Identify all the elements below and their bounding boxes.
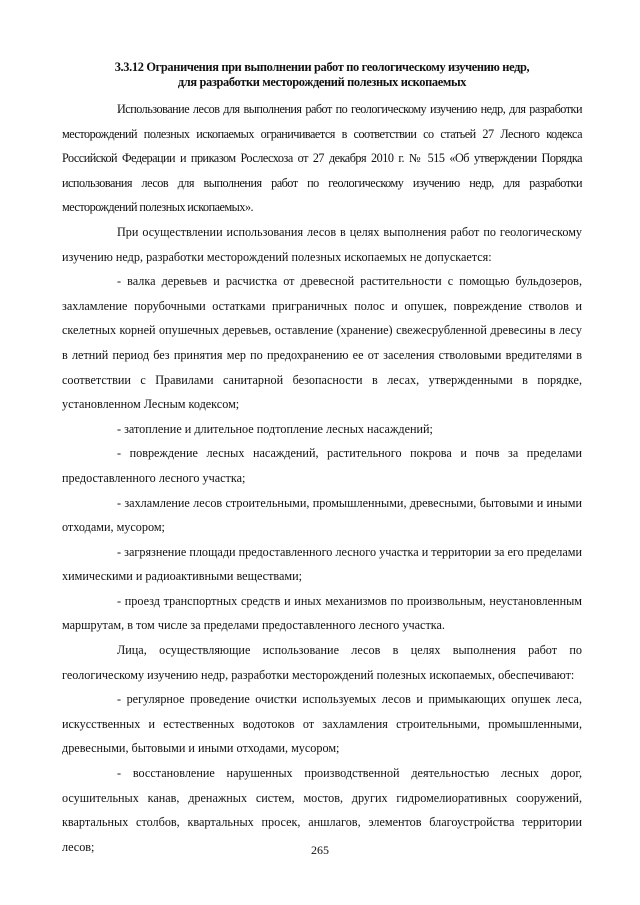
section-heading-line-1: 3.3.12 Ограничения при выполнении работ по геологическому изучению недр, xyxy=(114,60,530,74)
list-item: - загрязнение площади предоставленного лесного участка и территории за его пределами химическими и радиоактивными веществами; xyxy=(62,544,582,584)
list-item: - затопление и длительное подтопление лесных насаждений; xyxy=(117,421,433,436)
list-item: - валка деревьев и расчистка от древесной растительности с помощью бульдозеров, захламление порубочными остатками приграничных полос и опушек, повреждение стволов и скелетных корней опушечных деревьев, оставление (хранение) свежесрубленной древесины в лесу в летний период без принятия мер по предохранению ее от заселения стволовыми вредителями в соответствии с Правилами санитарной безопасности в лесах, утвержденными в порядке, установленном Лесным кодексом; xyxy=(62,274,582,412)
section-heading-line-2: для разработки месторождений полезных ископаемых xyxy=(177,75,467,89)
list-item: - повреждение лесных насаждений, растительного покрова и почв за пределами предоставленного лесного участка; xyxy=(62,446,582,485)
list-item: - восстановление нарушенных производственной деятельностью лесных дорог, осушительных канав, дренажных систем, мостов, других гидромелиоративных сооружений, квартальных столбов, квартальных просек, аншлагов, элементов благоустройства территории лесов; xyxy=(62,766,582,854)
body-text xyxy=(62,97,582,859)
list-item: - захламление лесов строительными, промышленными, древесными, бытовыми и иными отходами, мусором; xyxy=(62,495,582,535)
paragraph-intro: Использование лесов для выполнения работ по геологическому изучению недр, для разработки месторождений полезных ископаемых ограничивается в соответствии со статьей 27 Лесного кодекса Российской Федерации и приказом Рослесхоза от 27 декабря 2010 г. № 515 «Об утверждении Порядка использования лесов для выполнения работ по геологическому изучению недр, для разработки месторождений полезных ископаемых». xyxy=(62,102,582,215)
paragraph-obligations-lead: Лица, осуществляющие использование лесов в целях выполнения работ по геологическому изучению недр, разработки месторождений полезных ископаемых, обеспечивают: xyxy=(62,643,582,682)
paragraph-prohibitions-lead: При осуществлении использования лесов в целях выполнения работ по геологическому изучению недр, разработки месторождений полезных ископаемых не допускается: xyxy=(62,224,582,264)
list-item: - проезд транспортных средств и иных механизмов по произвольным, неустановленным маршрутам, в том числе за пределами предоставленного лесного участка. xyxy=(62,593,582,633)
section-heading xyxy=(62,60,582,90)
page-number: 265 xyxy=(311,843,329,857)
list-item: - регулярное проведение очистки используемых лесов и примыкающих опушек леса, искусственных и естественных водотоков от захламления строительными, промышленными, древесными, бытовыми и иными отходами, мусором; xyxy=(62,692,582,756)
